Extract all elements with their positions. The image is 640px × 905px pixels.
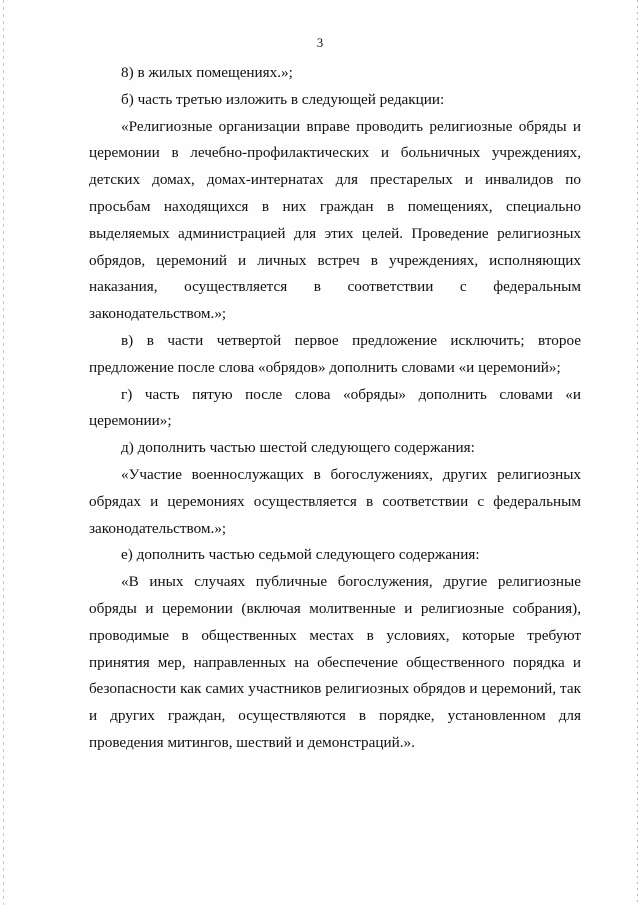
- paragraph-part-b: б) часть третью изложить в следующей редакции:: [121, 90, 445, 108]
- scan-edge-right: [637, 0, 638, 905]
- page-number: 3: [316, 36, 324, 50]
- paragraph-quote-part-six: «Участие военнослужащих в богослужениях, других религиозных обрядах и церемониях осуществляется в соответствии с федеральным законодательством.»;: [89, 465, 581, 537]
- document-body: [89, 60, 581, 757]
- paragraph-part-g: г) часть пятую после слова «обряды» дополнить словами «и церемонии»;: [89, 385, 581, 430]
- paragraph-part-v: в) в части четвертой первое предложение исключить; второе предложение после слова «обрядов» дополнить словами «и церемоний»;: [89, 331, 581, 376]
- paragraph-part-d: д) дополнить частью шестой следующего содержания:: [121, 439, 475, 457]
- paragraph-part-e: е) дополнить частью седьмой следующего содержания:: [121, 546, 480, 564]
- paragraph-item-8: 8) в жилых помещениях.»;: [121, 64, 293, 81]
- scan-edge-left: [3, 0, 4, 905]
- paragraph-quote-part-three: «Религиозные организации вправе проводить религиозные обряды и церемонии в лечебно-профилактических и больничных учреждениях, детских домах, домах-интернатах для престарелых и инвалидов по просьбам находящихся в них граждан в помещениях, специально выделяемых администрацией для этих целей. Проведение религиозных обрядов, церемоний и личных встреч в учреждениях, исполняющих наказания, осуществляется в соответствии с федеральным законодательством.»;: [89, 117, 581, 323]
- paragraph-quote-part-seven: «В иных случаях публичные богослужения, другие религиозные обряды и церемонии (включая молитвенные и религиозные собрания), проводимые в общественных местах в условиях, которые требуют принятия мер, направленных на обеспечение общественного порядка и безопасности как самих участников религиозных обрядов и церемоний, так и других граждан, осуществляются в порядке, установленном для проведения митингов, шествий и демонстраций.».: [89, 573, 581, 751]
